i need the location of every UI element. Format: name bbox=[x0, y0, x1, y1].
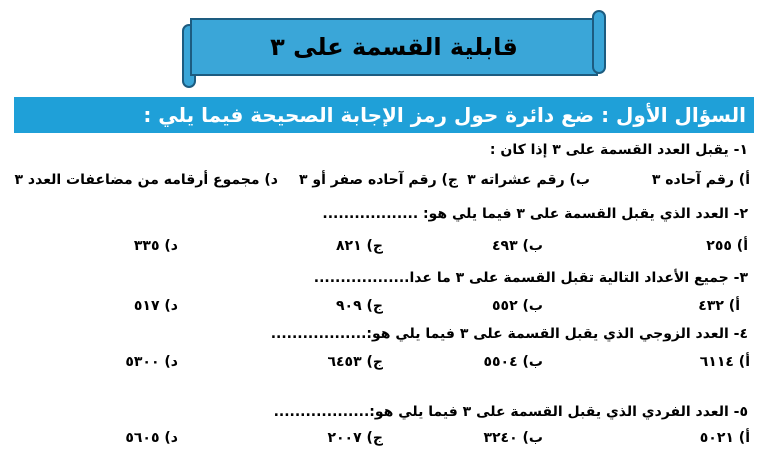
q1-option-d[interactable]: د) مجموع أرقامه من مضاعفات العدد ٣ bbox=[14, 172, 278, 188]
question-3: ٣- جميع الأعداد التالية تقبل القسمة على ٣ ما عدا.................. bbox=[313, 270, 748, 286]
page-title: قابلية القسمة على ٣ bbox=[270, 33, 518, 61]
q1-option-a[interactable]: أ) رقم آحاده ٣ bbox=[651, 172, 750, 188]
scroll-roll-right bbox=[592, 10, 606, 74]
question-2: ٢- العدد الذي يقبل القسمة على ٣ فيما يلي هو: .................. bbox=[322, 206, 748, 222]
q4-option-a[interactable]: أ) ٦١١٤ bbox=[699, 354, 750, 370]
q3-option-b[interactable]: ب) ٥٥٢ bbox=[492, 298, 543, 314]
q2-option-b[interactable]: ب) ٤٩٣ bbox=[492, 238, 543, 254]
q5-option-d[interactable]: د) ٥٦٠٥ bbox=[125, 430, 178, 446]
q1-option-b[interactable]: ب) رقم عشراته ٣ bbox=[467, 172, 590, 188]
question-5: ٥- العدد الفردي الذي يقبل القسمة على ٣ فيما يلي هو:.................. bbox=[273, 404, 748, 420]
banner-text: السؤال الأول : ضع دائرة حول رمز الإجابة الصحيحة فيما يلي : bbox=[143, 103, 746, 127]
q5-option-a[interactable]: أ) ٥٠٢١ bbox=[699, 430, 750, 446]
title-scroll bbox=[180, 8, 610, 88]
q2-option-a[interactable]: أ) ٢٥٥ bbox=[706, 238, 748, 254]
q3-option-a[interactable]: أ) ٤٣٢ bbox=[698, 298, 740, 314]
question-1: ١- يقبل العدد القسمة على ٣ إذا كان : bbox=[489, 142, 748, 158]
q2-option-d[interactable]: د) ٣٣٥ bbox=[133, 238, 178, 254]
q3-option-d[interactable]: د) ٥١٧ bbox=[133, 298, 178, 314]
q4-option-d[interactable]: د) ٥٣٠٠ bbox=[125, 354, 178, 370]
title-box bbox=[190, 18, 598, 76]
q5-option-b[interactable]: ب) ٣٢٤٠ bbox=[483, 430, 543, 446]
q1-option-c[interactable]: ج) رقم آحاده صفر أو ٣ bbox=[298, 172, 458, 188]
q5-option-c[interactable]: ج) ٢٠٠٧ bbox=[327, 430, 383, 446]
q4-option-b[interactable]: ب) ٥٥٠٤ bbox=[483, 354, 543, 370]
question-banner bbox=[14, 97, 754, 133]
q4-option-c[interactable]: ج) ٦٤٥٣ bbox=[327, 354, 383, 370]
q2-option-c[interactable]: ج) ٨٢١ bbox=[335, 238, 383, 254]
q3-option-c[interactable]: ج) ٩٠٩ bbox=[335, 298, 383, 314]
question-4: ٤- العدد الزوجي الذي يقبل القسمة على ٣ فيما يلي هو:.................. bbox=[270, 326, 748, 342]
